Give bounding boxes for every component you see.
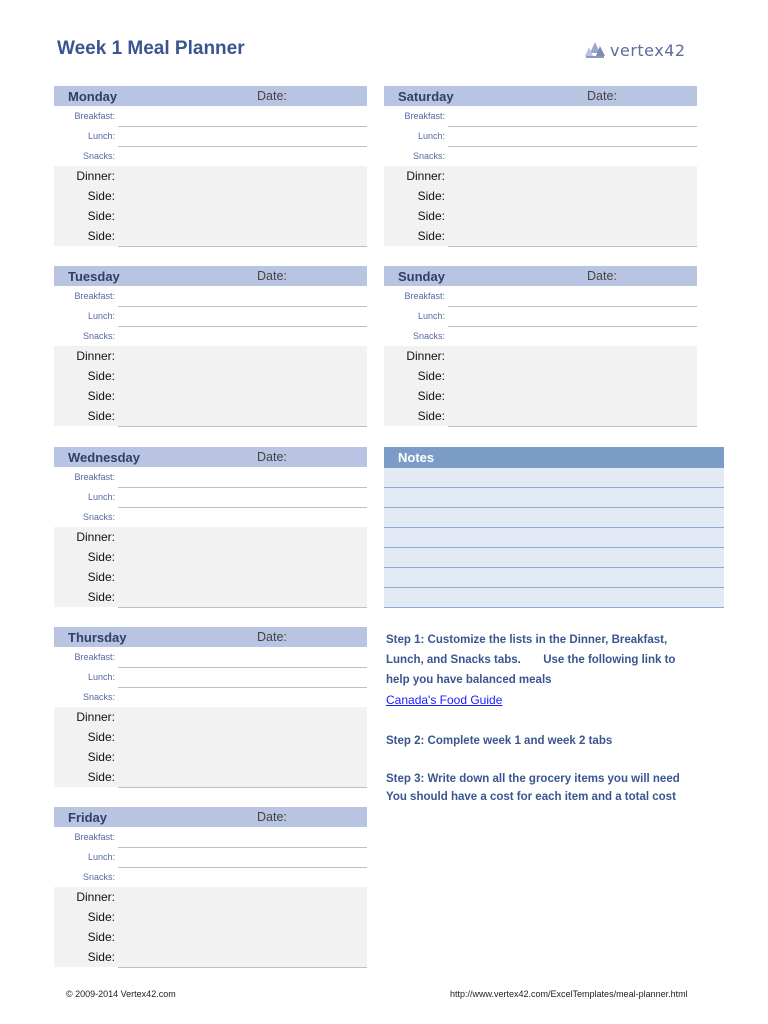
side-entry-field[interactable]	[118, 226, 367, 247]
day-block-5	[384, 86, 697, 246]
side-entry-field[interactable]	[448, 366, 697, 387]
dinner-label: Dinner:	[406, 169, 445, 183]
meal-row-side	[54, 226, 367, 246]
lunch-entry-field[interactable]	[448, 126, 697, 147]
step1-line2: Lunch, and Snacks tabs. Use the following link to	[386, 654, 676, 666]
step1-line1: Step 1: Customize the lists in the Dinner, Breakfast,	[386, 634, 668, 646]
dinner-label: Dinner:	[76, 890, 115, 904]
lunch-label: Lunch:	[87, 311, 115, 321]
breakfast-entry-field[interactable]	[118, 647, 367, 668]
breakfast-label: Breakfast:	[74, 291, 115, 301]
meal-row-side	[54, 947, 367, 967]
meal-row-dinner	[54, 346, 367, 366]
dinner-label: Dinner:	[76, 349, 115, 363]
meal-row-breakfast	[54, 106, 367, 126]
side-label: Side:	[417, 389, 445, 403]
side-label: Side:	[417, 209, 445, 223]
lunch-label: Lunch:	[87, 672, 115, 682]
side-label: Side:	[87, 550, 115, 564]
meal-row-side	[54, 406, 367, 426]
note-line[interactable]	[384, 548, 724, 568]
dinner-label: Dinner:	[76, 710, 115, 724]
vertex42-logo[interactable]	[584, 38, 694, 62]
snacks-entry-field[interactable]	[118, 507, 367, 528]
side-label: Side:	[87, 910, 115, 924]
side-label: Side:	[87, 209, 115, 223]
side-entry-field[interactable]	[118, 567, 367, 588]
side-label: Side:	[417, 189, 445, 203]
meal-row-lunch	[54, 126, 367, 146]
meal-row-snacks	[54, 146, 367, 166]
meal-row-side	[54, 907, 367, 927]
note-line[interactable]	[384, 488, 724, 508]
meal-row-side	[54, 927, 367, 947]
meal-row-side	[54, 747, 367, 767]
dinner-entry-field[interactable]	[448, 166, 697, 187]
date-label[interactable]: Date:	[257, 269, 287, 283]
snacks-label: Snacks:	[82, 512, 115, 522]
meal-row-snacks	[384, 326, 697, 346]
note-line[interactable]	[384, 468, 724, 488]
side-label: Side:	[87, 590, 115, 604]
footer-copyright: © 2009-2014 Vertex42.com	[66, 989, 176, 999]
lunch-entry-field[interactable]	[118, 487, 367, 508]
side-entry-field[interactable]	[118, 206, 367, 227]
side-entry-field[interactable]	[118, 386, 367, 407]
day-block-3	[54, 627, 367, 787]
note-line[interactable]	[384, 588, 724, 608]
side-label: Side:	[87, 750, 115, 764]
snacks-label: Snacks:	[412, 331, 445, 341]
side-label: Side:	[87, 950, 115, 964]
food-guide-link[interactable]: Canada's Food Guide	[386, 693, 503, 707]
side-label: Side:	[417, 369, 445, 383]
date-label[interactable]: Date:	[587, 89, 617, 103]
meal-row-breakfast	[54, 647, 367, 667]
day-name: Monday	[68, 88, 118, 104]
meal-row-side	[384, 366, 697, 386]
day-header	[384, 86, 697, 106]
side-entry-field[interactable]	[118, 947, 367, 968]
lunch-label: Lunch:	[87, 852, 115, 862]
notes-lines	[384, 468, 724, 608]
side-entry-field[interactable]	[118, 927, 367, 948]
lunch-entry-field[interactable]	[118, 667, 367, 688]
breakfast-entry-field[interactable]	[118, 827, 367, 848]
day-header	[54, 807, 367, 827]
meal-row-lunch	[384, 126, 697, 146]
meal-row-lunch	[54, 487, 367, 507]
notes-section	[384, 447, 724, 608]
note-line[interactable]	[384, 528, 724, 548]
snacks-label: Snacks:	[82, 151, 115, 161]
side-entry-field[interactable]	[118, 907, 367, 928]
meal-row-side	[54, 567, 367, 587]
breakfast-entry-field[interactable]	[118, 286, 367, 307]
lunch-entry-field[interactable]	[118, 306, 367, 327]
snacks-entry-field[interactable]	[448, 146, 697, 167]
dinner-entry-field[interactable]	[118, 707, 367, 728]
meal-row-side	[384, 226, 697, 246]
meal-row-snacks	[54, 507, 367, 527]
snacks-label: Snacks:	[82, 872, 115, 882]
breakfast-label: Breakfast:	[74, 111, 115, 121]
breakfast-label: Breakfast:	[74, 652, 115, 662]
side-label: Side:	[87, 369, 115, 383]
day-block-4	[54, 807, 367, 967]
lunch-entry-field[interactable]	[118, 847, 367, 868]
side-entry-field[interactable]	[118, 727, 367, 748]
side-label: Side:	[87, 409, 115, 423]
meal-row-dinner	[384, 346, 697, 366]
dinner-entry-field[interactable]	[448, 346, 697, 367]
side-entry-field[interactable]	[448, 226, 697, 247]
notes-header: Notes	[384, 447, 724, 468]
side-label: Side:	[87, 770, 115, 784]
breakfast-label: Breakfast:	[404, 111, 445, 121]
side-label: Side:	[87, 730, 115, 744]
page-title: Week 1 Meal Planner	[57, 38, 245, 59]
lunch-label: Lunch:	[417, 131, 445, 141]
meal-row-breakfast	[384, 106, 697, 126]
meal-row-side	[384, 386, 697, 406]
meal-row-dinner	[54, 887, 367, 907]
side-label: Side:	[87, 570, 115, 584]
side-label: Side:	[87, 389, 115, 403]
side-entry-field[interactable]	[118, 366, 367, 387]
note-line[interactable]	[384, 568, 724, 588]
step3-line2: You should have a cost for each item and a total cost	[386, 790, 676, 803]
dinner-entry-field[interactable]	[118, 166, 367, 187]
dinner-entry-field[interactable]	[118, 887, 367, 908]
dinner-entry-field[interactable]	[118, 346, 367, 367]
dinner-label: Dinner:	[76, 169, 115, 183]
meal-row-side	[54, 767, 367, 787]
meal-row-side	[54, 727, 367, 747]
meal-row-snacks	[384, 146, 697, 166]
side-entry-field[interactable]	[118, 767, 367, 788]
snacks-entry-field[interactable]	[118, 867, 367, 888]
side-label: Side:	[417, 409, 445, 423]
meal-row-dinner	[54, 527, 367, 547]
day-header	[54, 447, 367, 467]
lunch-entry-field[interactable]	[118, 126, 367, 147]
date-label[interactable]: Date:	[257, 630, 287, 644]
meal-row-lunch	[384, 306, 697, 326]
note-line[interactable]	[384, 508, 724, 528]
meal-row-side	[384, 186, 697, 206]
logo-icon	[584, 41, 606, 59]
side-entry-field[interactable]	[118, 547, 367, 568]
day-name: Wednesday	[68, 449, 141, 465]
breakfast-entry-field[interactable]	[118, 106, 367, 127]
dinner-entry-field[interactable]	[118, 527, 367, 548]
lunch-label: Lunch:	[87, 492, 115, 502]
side-label: Side:	[417, 229, 445, 243]
day-name: Saturday	[398, 88, 454, 104]
step3-line1: Step 3: Write down all the grocery items you will need	[386, 773, 680, 785]
snacks-entry-field[interactable]	[118, 326, 367, 347]
day-block-6	[384, 266, 697, 426]
side-label: Side:	[87, 229, 115, 243]
meal-row-side	[54, 206, 367, 226]
snacks-entry-field[interactable]	[118, 687, 367, 708]
day-block-0	[54, 86, 367, 246]
day-header	[54, 86, 367, 106]
side-entry-field[interactable]	[448, 186, 697, 207]
snacks-label: Snacks:	[82, 331, 115, 341]
meal-row-lunch	[54, 667, 367, 687]
side-entry-field[interactable]	[118, 186, 367, 207]
side-entry-field[interactable]	[118, 747, 367, 768]
day-block-1	[54, 266, 367, 426]
meal-row-side	[54, 366, 367, 386]
side-entry-field[interactable]	[448, 386, 697, 407]
breakfast-entry-field[interactable]	[448, 106, 697, 127]
meal-row-snacks	[54, 687, 367, 707]
meal-row-snacks	[54, 326, 367, 346]
instructions	[386, 630, 726, 806]
day-block-2	[54, 447, 367, 607]
side-entry-field[interactable]	[448, 406, 697, 427]
footer-url[interactable]: http://www.vertex42.com/ExcelTemplates/meal-planner.html	[450, 989, 688, 999]
day-name: Thursday	[68, 629, 127, 645]
dinner-label: Dinner:	[76, 530, 115, 544]
breakfast-entry-field[interactable]	[118, 467, 367, 488]
meal-row-side	[54, 587, 367, 607]
snacks-label: Snacks:	[412, 151, 445, 161]
day-header	[54, 627, 367, 647]
side-label: Side:	[87, 930, 115, 944]
meal-row-breakfast	[54, 827, 367, 847]
meal-row-dinner	[384, 166, 697, 186]
meal-row-breakfast	[54, 467, 367, 487]
meal-row-dinner	[54, 707, 367, 727]
meal-row-breakfast	[54, 286, 367, 306]
breakfast-label: Breakfast:	[74, 472, 115, 482]
side-label: Side:	[87, 189, 115, 203]
meal-row-lunch	[54, 306, 367, 326]
breakfast-label: Breakfast:	[74, 832, 115, 842]
step2: Step 2: Complete week 1 and week 2 tabs	[386, 735, 613, 747]
breakfast-label: Breakfast:	[404, 291, 445, 301]
side-entry-field[interactable]	[118, 587, 367, 608]
meal-row-breakfast	[384, 286, 697, 306]
dinner-label: Dinner:	[406, 349, 445, 363]
meal-row-side	[384, 406, 697, 426]
day-name: Friday	[68, 809, 108, 825]
date-label[interactable]: Date:	[587, 269, 617, 283]
lunch-label: Lunch:	[87, 131, 115, 141]
step1-line3: help you have balanced meals	[386, 674, 552, 686]
snacks-entry-field[interactable]	[118, 146, 367, 167]
meal-row-snacks	[54, 867, 367, 887]
meal-row-lunch	[54, 847, 367, 867]
day-name: Sunday	[398, 268, 445, 284]
side-entry-field[interactable]	[118, 406, 367, 427]
date-label[interactable]: Date:	[257, 89, 287, 103]
snacks-entry-field[interactable]	[448, 326, 697, 347]
date-label[interactable]: Date:	[257, 810, 287, 824]
day-header	[54, 266, 367, 286]
date-label[interactable]: Date:	[257, 450, 287, 464]
day-header	[384, 266, 697, 286]
snacks-label: Snacks:	[82, 692, 115, 702]
logo-text: vertex42	[610, 40, 686, 60]
meal-row-dinner	[54, 166, 367, 186]
meal-row-side	[54, 186, 367, 206]
meal-row-side	[54, 547, 367, 567]
day-name: Tuesday	[68, 268, 120, 284]
meal-row-side	[54, 386, 367, 406]
side-entry-field[interactable]	[448, 206, 697, 227]
breakfast-entry-field[interactable]	[448, 286, 697, 307]
meal-row-side	[384, 206, 697, 226]
lunch-entry-field[interactable]	[448, 306, 697, 327]
lunch-label: Lunch:	[417, 311, 445, 321]
